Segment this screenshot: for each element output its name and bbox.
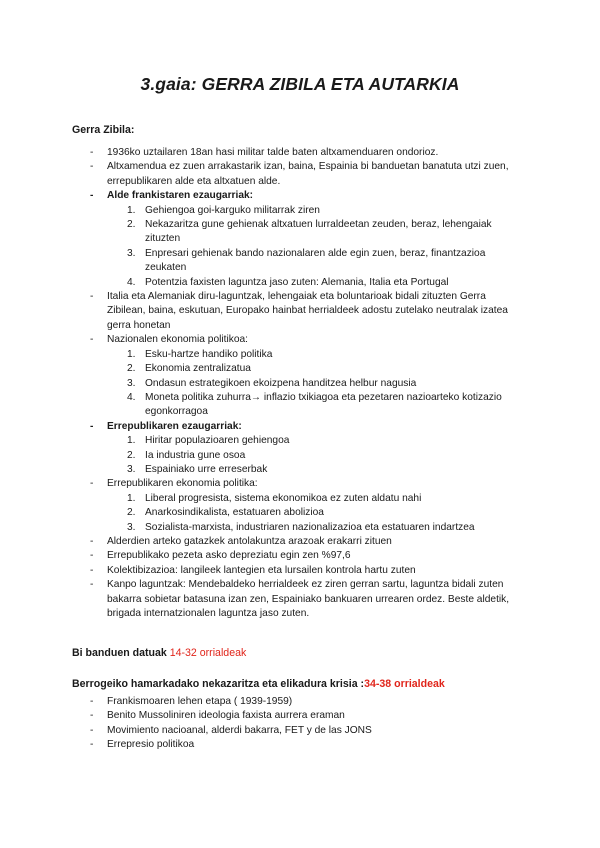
civil-war-list [0, 146, 600, 621]
list-item [0, 290, 512, 333]
list-item-text: Altxamendua ez zuen arrakastarik izan, baina, Espainia bi banduetan banatuta utzi zuen, errepublikaren alde eta altxatuen alde. [107, 161, 509, 187]
numbered-item [0, 463, 515, 477]
item-number: 2. [127, 507, 136, 519]
numbered-item [0, 276, 515, 290]
page-title: 3.gaia: GERRA ZIBILA ETA AUTARKIA [140, 74, 460, 94]
numbered-item [0, 521, 515, 535]
list-item [0, 695, 512, 709]
item-number: 1. [127, 492, 136, 504]
item-number: 1. [127, 204, 136, 216]
sides-data-title: Bi banduen datuak [72, 647, 167, 659]
numbered-item [0, 391, 515, 420]
list-item-text: Kolektibizazioa: langileek lantegien eta lursailen kontrola hartu zuten [107, 564, 416, 576]
list-item-text: Errepublikaren ezaugarriak: [107, 420, 242, 432]
numbered-item-text: Gehiengoa goi-karguko militarrak ziren [145, 204, 320, 216]
numbered-item-text: Ekonomia zentralizatua [145, 363, 251, 375]
numbered-item-text: Hiritar populazioaren gehiengoa [145, 435, 290, 447]
list-item-text: Movimiento nacioanal, alderdi bakarra, FET y de las JONS [107, 724, 372, 736]
list-item [0, 578, 512, 621]
list-item-text: Alderdien arteko gatazkek antolakuntza arazoak erakarri zituen [107, 535, 392, 547]
item-number: 2. [127, 363, 136, 375]
list-item-text: Errepublikako pezeta asko depreziatu egin zen %97,6 [107, 550, 351, 562]
list-item-text: Errepresio politikoa [107, 739, 195, 751]
item-number: 1. [127, 435, 136, 447]
list-item [0, 333, 512, 347]
list-item [0, 709, 512, 723]
list-item [0, 738, 512, 752]
list-item [0, 724, 512, 738]
numbered-item-text: Ia industria gune osoa [145, 449, 246, 461]
list-item [0, 549, 512, 563]
numbered-item [0, 204, 515, 218]
list-item-text: Benito Mussoliniren ideologia faxista aurrera eraman [107, 710, 345, 722]
numbered-item [0, 449, 515, 463]
item-number: 3. [127, 377, 136, 389]
numbered-item-text: Anarkosindikalista, estatuaren abolizioa [145, 507, 324, 519]
numbered-item [0, 506, 515, 520]
item-number: 3. [127, 463, 136, 475]
list-item [0, 535, 512, 549]
numbered-item [0, 218, 515, 247]
forties-list [0, 695, 600, 753]
numbered-item-text: Espainiako urre erreserbak [145, 463, 268, 475]
numbered-item-text: Sozialista-marxista, industriaren nazionalizazioa eta estatuaren indartzea [145, 521, 475, 533]
list-item-text: Errepublikaren ekonomia politika: [107, 478, 258, 490]
numbered-item [0, 492, 515, 506]
list-item-text: Italia eta Alemaniak diru-laguntzak, lehengaiak eta boluntarioak bidali zituzten Gerra Zibilean, baina, eskutuan, Europako hainbat herrialdeek adostu zutelako neutralak izatea gerra honetan [107, 291, 508, 331]
list-item-text: Frankismoaren lehen etapa ( 1939-1959) [107, 696, 293, 707]
numbered-item [0, 348, 515, 362]
numbered-item-text: Enpresari gehienak bando nazionalaren alde egin zuen, beraz, finantzazioa zeukaten [145, 247, 486, 274]
list-item [0, 420, 512, 434]
list-item [0, 189, 512, 203]
item-number: 4. [127, 391, 136, 403]
numbered-item-text: Liberal progresista, sistema ekonomikoa ez zuten aldatu nahi [145, 492, 422, 504]
numbered-item [0, 247, 515, 276]
numbered-item-text: Potentzia faxisten laguntza jaso zuten: Alemania, Italia eta Portugal [145, 276, 449, 288]
list-item-text: Kanpo laguntzak: Mendebaldeko herrialdeek ez ziren gerran sartu, laguntza bidali zuten bakarra sobietar batasuna izan zen, Espainiako bankuaren urrearen ordez. Beste aldetik, brigada internatzionalen laguntza jaso zuten. [107, 579, 510, 619]
numbered-item-text: Esku-hartze handiko politika [145, 348, 273, 360]
item-number: 2. [127, 449, 136, 461]
numbered-item-text: Nekazaritza gune gehienak altxatuen lurraldeetan zeuden, beraz, lehengaiak zituzten [145, 219, 492, 245]
list-item-text: 1936ko uztailaren 18an hasi militar talde baten altxamenduaren ondorioz. [107, 147, 439, 158]
numbered-item [0, 362, 515, 376]
item-number: 3. [127, 521, 136, 533]
civil-war-heading: Gerra Zibila: [72, 124, 135, 136]
item-number: 4. [127, 276, 136, 288]
list-item [0, 160, 512, 189]
item-number: 2. [127, 219, 136, 231]
numbered-item [0, 377, 515, 391]
sides-data-heading [72, 647, 246, 659]
sides-data-pages: 14-32 orrialdeak [169, 647, 247, 659]
numbered-item [0, 434, 515, 448]
forties-title: Berrogeiko hamarkadako nekazaritza eta elikadura krisia : [72, 678, 365, 690]
forties-pages: 34-38 orrialdeak [364, 678, 445, 690]
list-item [0, 477, 512, 491]
list-item [0, 564, 512, 578]
numbered-item-text: Ondasun estrategikoen ekoizpena handitzea helbur nagusia [145, 377, 417, 389]
item-number: 1. [127, 348, 136, 360]
list-item-text: Alde frankistaren ezaugarriak: [107, 190, 254, 202]
list-item [0, 146, 512, 160]
numbered-item-text: Moneta politika zuhurra→ inflazio txikiagoa eta pezetaren nazioarteko kotizazio egonkorragoa [145, 391, 502, 418]
forties-heading [72, 678, 445, 690]
item-number: 3. [127, 247, 136, 259]
list-item-text: Nazionalen ekonomia politikoa: [107, 334, 249, 346]
